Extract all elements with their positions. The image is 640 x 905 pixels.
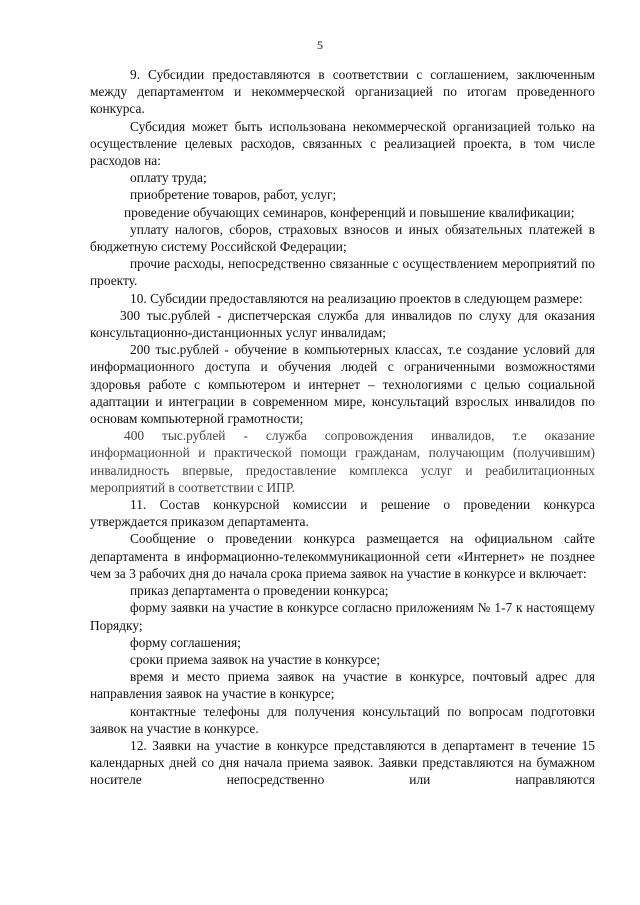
paragraph-12: 12. Заявки на участие в конкурсе представляются в департамент в течение 15 календарных дней со дня начала приема заявок. Заявки представляются на бумажном носителе непосредственно или направляются [90,737,595,788]
amount-400: 400 тыс.рублей - служба сопровождения инвалидов, т.е оказание информационной и практической помощи гражданам, получающим (получившим) инвалидность впервые, предоставление комплекса услуг и реабилитационных мероприятий в соответствии с ИПР. [90,428,595,495]
list-item-goods: приобретение товаров, работ, услуг; [130,187,337,203]
page-number: 5 [317,38,323,52]
list-item-labor: оплату труда; [130,170,207,186]
paragraph-10: 10. Субсидии предоставляются на реализацию проектов в следующем размере: [130,290,583,306]
list-item-order: приказ департамента о проведении конкурса; [130,583,389,599]
document-body [90,66,595,789]
list-item-agreement-form: форму соглашения; [130,634,241,650]
amount-200: 200 тыс.рублей - обучение в компьютерных классах, т.е создание условий для информационного доступа и обучения людей с ограниченными возможностями здоровья работе с компьютером и интернет – технологиями с целью социальной адаптации и интеграции в современном мире, консультаций взрослых инвалидов по основам компьютерной грамотности; [90,342,595,427]
list-item-taxes: уплату налогов, сборов, страховых взносов и иных обязательных платежей в бюджетную систему Российской Федерации; [90,221,595,255]
list-item-time-place: время и место приема заявок на участие в конкурсе, почтовый адрес для направления заявок на участие в конкурсе; [90,669,595,702]
paragraph-subsidy-use: Субсидия может быть использована некоммерческой организацией только на осуществление целевых расходов, связанных с реализацией проекта, в том числе расходов на: [90,118,595,169]
paragraph-9: 9. Субсидии предоставляются в соответствии с соглашением, заключенным между департаментом и некоммерческой организацией по итогам проведенного конкурса. [90,67,595,117]
list-item-other: прочие расходы, непосредственно связанные с осуществлением мероприятий по проекту. [90,256,595,289]
paragraph-announcement: Сообщение о проведении конкурса размещается на официальном сайте департамента в информационно-телекоммуникационной сети «Интернет» не позднее чем за 3 рабочих дня до начала срока приема заявок на участие в конкурсе и включает: [90,531,595,581]
list-item-application-form: форму заявки на участие в конкурсе согласно приложениям № 1-7 к настоящему Порядку; [90,600,595,633]
list-item-phones: контактные телефоны для получения консультаций по вопросам подготовки заявок на участие в конкурсе. [90,703,595,736]
paragraph-11: 11. Состав конкурсной комиссии и решение о проведении конкурса утверждается приказом департамента. [90,497,595,530]
list-item-seminars: проведение обучающих семинаров, конференций и повышение квалификации; [124,204,575,220]
list-item-deadlines: сроки приема заявок на участие в конкурсе; [130,651,381,667]
amount-300: 300 тыс.рублей - диспетчерская служба для инвалидов по слуху для оказания консультационно-дистанционных услуг инвалидам; [90,307,595,341]
